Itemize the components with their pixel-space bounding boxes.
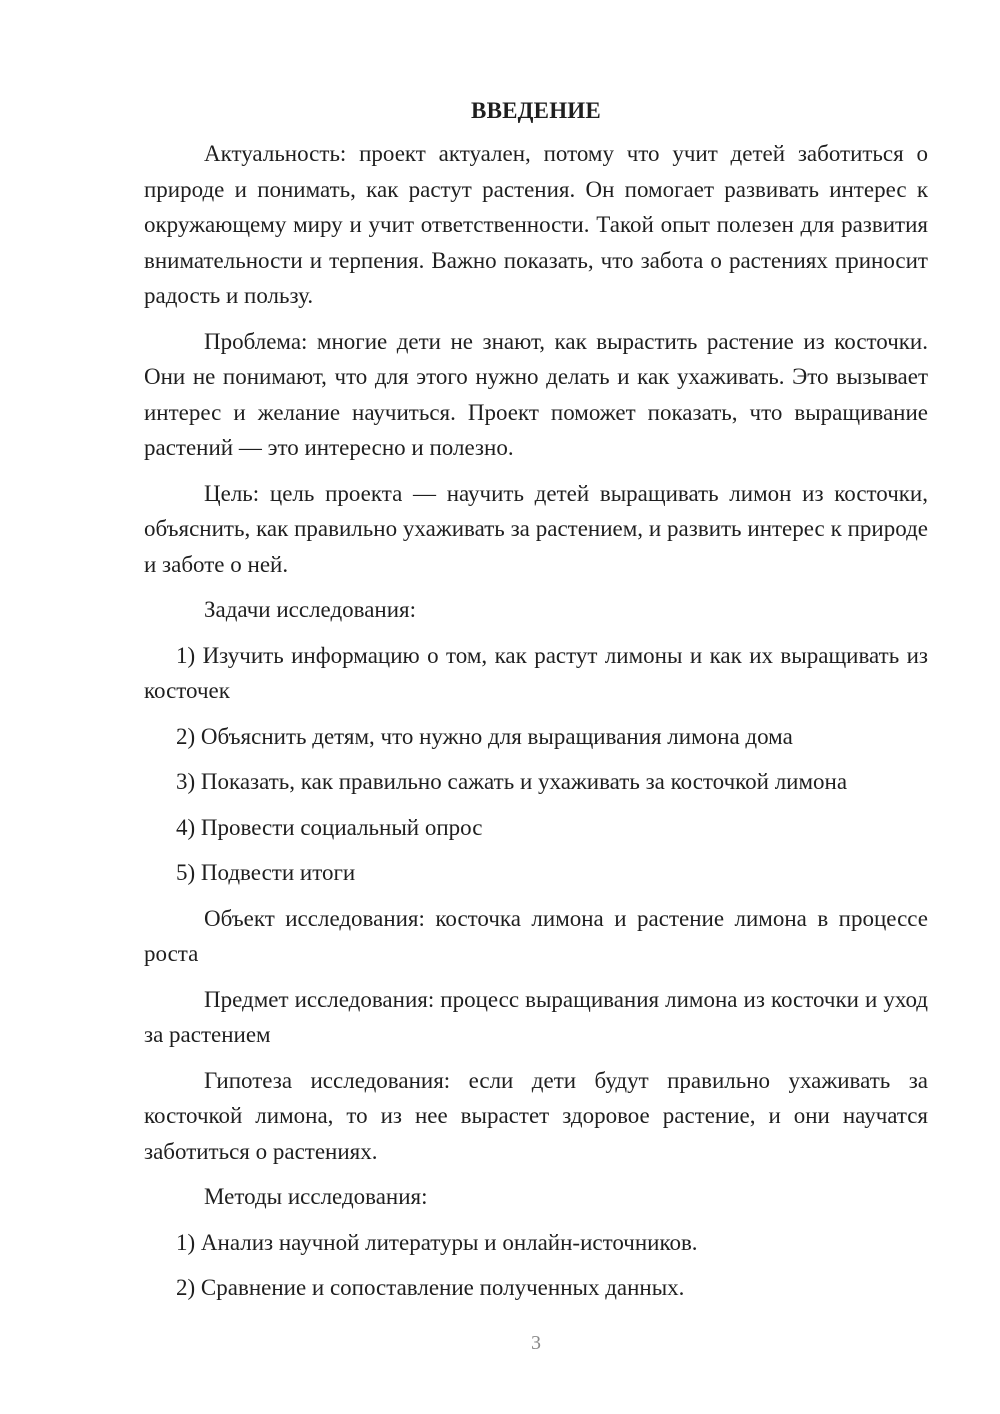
object-paragraph: Объект исследования: косточка лимона и растение лимона в процессе роста bbox=[144, 905, 928, 966]
tasks-label: Задачи исследования: bbox=[204, 597, 417, 622]
section-title: ВВЕДЕНИЕ bbox=[471, 98, 601, 123]
methods-label: Методы исследования: bbox=[204, 1184, 428, 1209]
subject-paragraph: Предмет исследования: процесс выращивания лимона из косточки и уход за растением bbox=[144, 986, 928, 1047]
task-item: 1) Изучить информацию о том, как растут лимоны и как их выращивать из косточек bbox=[144, 642, 928, 703]
task-item: 5) Подвести итоги bbox=[176, 860, 356, 885]
task-item: 4) Провести социальный опрос bbox=[176, 814, 483, 840]
method-item: 1) Анализ научной литературы и онлайн-источников. bbox=[176, 1229, 698, 1255]
task-item: 3) Показать, как правильно сажать и ухаживать за косточкой лимона bbox=[176, 769, 848, 794]
method-item: 2) Сравнение и сопоставление полученных данных. bbox=[176, 1275, 685, 1300]
page-content bbox=[144, 96, 928, 1316]
page-number: 3 bbox=[531, 1332, 541, 1354]
task-item: 2) Объяснить детям, что нужно для выращивания лимона дома bbox=[176, 723, 793, 749]
goal-paragraph: Цель: цель проекта — научить детей выращивать лимон из косточки, объяснить, как правильно ухаживать за растением, и развить интерес к природе и заботе о ней. bbox=[144, 480, 928, 577]
hypothesis-paragraph: Гипотеза исследования: если дети будут правильно ухаживать за косточкой лимона, то из нее вырастет здоровое растение, и они научатся заботиться о растениях. bbox=[144, 1067, 928, 1164]
problem-paragraph: Проблема: многие дети не знают, как вырастить растение из косточки. Они не понимают, что для этого нужно делать и как ухаживать. Это вызывает интерес и желание научиться. Проект поможет показать, что выращивание растений — это интересно и полезно. bbox=[144, 328, 928, 460]
relevance-paragraph: Актуальность: проект актуален, потому что учит детей заботиться о природе и понимать, как растут растения. Он помогает развивать интерес к окружающему миру и учит ответственности. Такой опыт полезен для развития внимательности и терпения. Важно показать, что забота о растениях приносит радость и пользу. bbox=[144, 141, 928, 308]
